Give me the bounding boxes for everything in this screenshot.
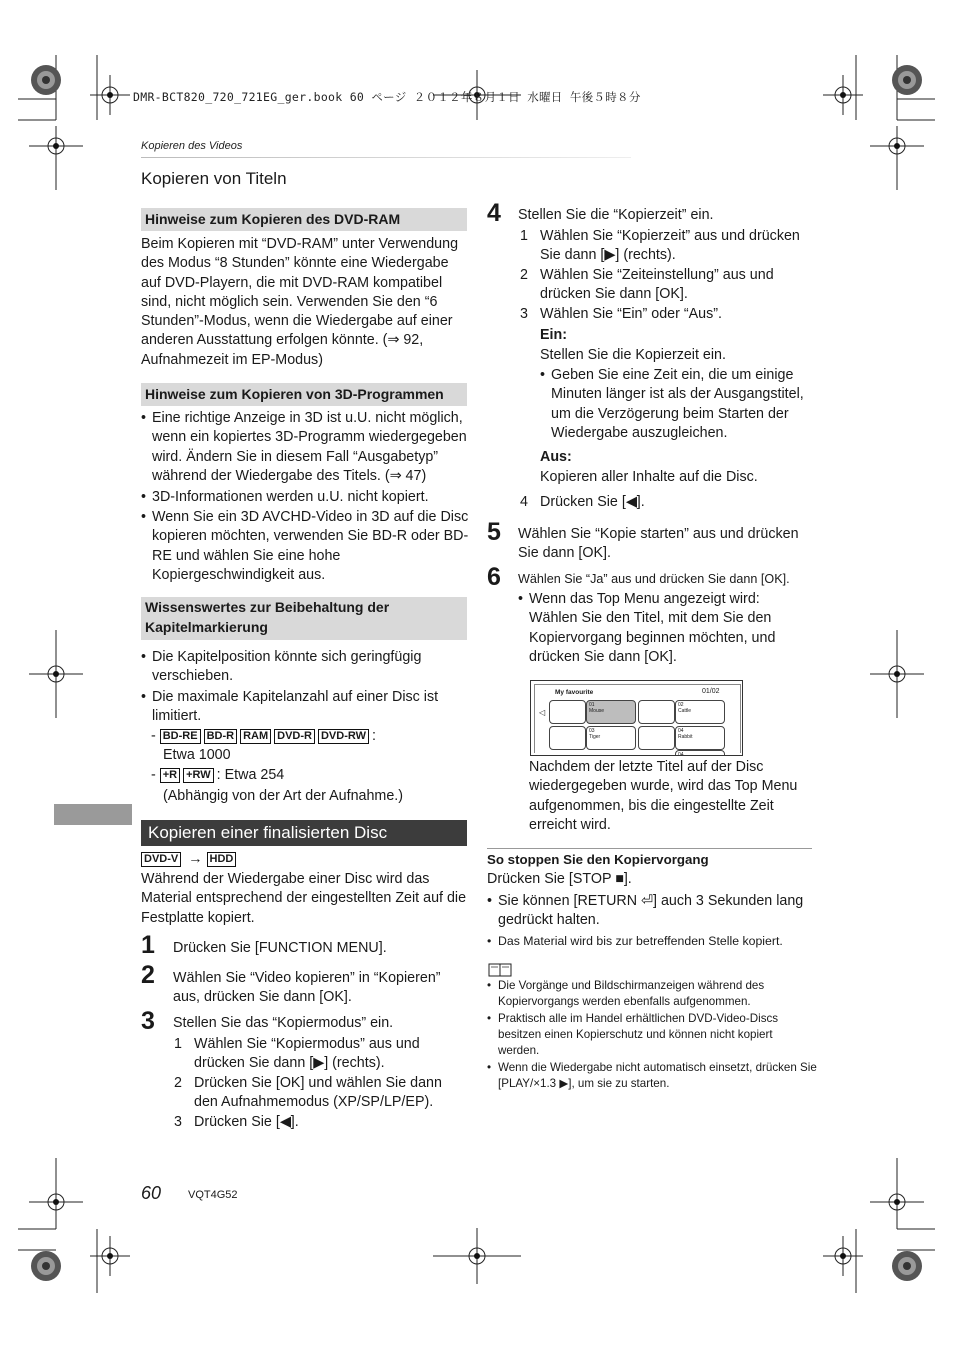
menu-thumb <box>675 726 725 750</box>
menu-thumb-name: Rabbit <box>678 734 693 740</box>
disc-tag: BD-RE <box>160 729 201 744</box>
stop-text: Drücken Sie [STOP ■]. <box>487 871 632 887</box>
divider <box>487 848 812 849</box>
list-item: • Die Vorgänge und Bildschirmanzeigen während des Kopiervorgangs werden ebenfalls aufgenommen. <box>487 978 817 1010</box>
list-item: • Wenn die Wiedergabe nicht automatisch einsetzt, drücken Sie [PLAY/×1.3 ▶], um sie zu starten. <box>487 1060 817 1092</box>
menu-thumb-name: Tiger <box>589 734 601 740</box>
disc-tag: +R <box>160 768 180 783</box>
note-book-icon <box>488 963 514 977</box>
substep-number: 2 <box>174 1075 182 1091</box>
menu-thumb <box>675 750 725 756</box>
page-number: 60 <box>141 1183 162 1203</box>
menu-title: My favourite <box>555 689 594 696</box>
list-item: • 3D-Informationen werden u.U. nicht kopiert. <box>141 488 469 507</box>
chapter-limit-note: (Abhängig von der Art der Aufnahme.) <box>163 788 404 804</box>
substep <box>520 305 815 324</box>
step-number: 4 <box>487 199 501 227</box>
menu-page: 01/02 <box>702 688 720 695</box>
substep-number: 1 <box>174 1036 182 1052</box>
section2-title: Kopieren einer finalisierten Disc <box>141 820 467 846</box>
step-number: 1 <box>141 931 155 959</box>
list-item: • Eine richtige Anzeige in 3D ist u.U. nicht möglich, wenn ein kopiertes 3D-Programm wiedergegeben wird. Ändern Sie in diesem Fall “Ausgabetyp” während der Wiedergabe des Titels. (⇒ 47) <box>141 409 469 487</box>
doc-code: VQT4G52 <box>188 1189 238 1201</box>
box-chapter-title: Wissenswertes zur Beibehaltung der Kapitelmarkierung <box>141 597 467 640</box>
stop-list <box>487 892 812 952</box>
menu-thumb-num: 01 <box>589 702 595 708</box>
list-item: • Wenn das Top Menu angezeigt wird: Wählen Sie den Titel, mit dem Sie den Kopiervorgang beginnen möchten, und drücken Sie dann [OK]. <box>518 590 810 668</box>
step6-after-text: Nachdem der letzte Titel auf der Disc wiedergegeben wurde, wird das Top Menu aufgenommen, bis die eingestellte Zeit erreicht wird. <box>529 759 798 833</box>
menu-thumb-name: Mouse <box>589 708 605 714</box>
step-text: Stellen Sie das “Kopiermodus” ein. <box>173 1015 394 1031</box>
step-text: Wählen Sie “Ja” aus und drücken Sie dann [OK]. <box>518 572 790 586</box>
list-item: • Die Kapitelposition könnte sich geringfügig verschieben. <box>141 648 469 687</box>
substep-number: 2 <box>520 267 528 283</box>
top-menu-screen <box>530 680 743 756</box>
substep-number: 3 <box>174 1114 182 1130</box>
substep-text: Wählen Sie “Kopiermodus” aus und drücken Sie dann [▶] (rechts). <box>194 1036 420 1072</box>
substep <box>520 493 815 512</box>
option-ein-label: Ein: <box>540 327 568 343</box>
menu-thumb <box>638 726 675 750</box>
step-number: 6 <box>487 563 501 591</box>
step-number: 3 <box>141 1007 155 1035</box>
menu-thumb-num: 03 <box>589 728 595 734</box>
disc-tag: BD-R <box>204 729 238 744</box>
substep-text: Wählen Sie “Zeiteinstellung” aus und drücken Sie dann [OK]. <box>540 267 774 303</box>
menu-thumb-selected <box>586 700 636 724</box>
chapter-limit-value-1: Etwa 1000 <box>163 747 231 763</box>
list-item: • Wenn Sie ein 3D AVCHD-Video in 3D auf die Disc kopieren möchten, verwenden Sie BD-R oder BD-RE und wählen Sie eine hohe Kopiergeschwindigkeit aus. <box>141 508 469 586</box>
stop-title: So stoppen Sie den Kopiervorgang <box>487 852 709 867</box>
option-aus-text: Kopieren aller Inhalte auf die Disc. <box>540 469 758 485</box>
box-3d-title: Hinweise zum Kopieren von 3D-Programmen <box>141 383 467 406</box>
substep-number: 3 <box>520 306 528 322</box>
substep-text: Drücken Sie [OK] und wählen Sie dann den Aufnahmemodus (XP/SP/LP/EP). <box>194 1075 442 1111</box>
running-head: Kopieren des Videos <box>141 140 243 152</box>
substep-text: Wählen Sie “Ein” oder “Aus”. <box>540 306 722 322</box>
section2-disc-flow <box>141 850 239 869</box>
substep <box>174 1113 464 1132</box>
running-head-rule <box>141 157 631 158</box>
side-tab <box>54 804 132 825</box>
box-dvd-ram-text: Beim Kopieren mit “DVD-RAM” unter Verwendung des Modus “8 Stunden” könnte eine Wiedergabe auf DVD-Playern, die mit DVD-RAM kompatibel sind, nicht möglich sein. Verwenden Sie den “6 Stunden”-Modus, wenn die Wiedergabe auf einer anderen Ausstattung erfolgen könnte. (⇒ 92, Aufnahmezeit im EP-Modus) <box>141 236 459 368</box>
substep-text: Drücken Sie [◀]. <box>540 494 645 510</box>
box-3d-list <box>141 409 469 587</box>
menu-thumb <box>675 700 725 724</box>
print-header-line: DMR-BCT820_720_721EG_ger.book 60 ページ ２０１２年８月１日 水曜日 午後５時８分 <box>133 90 641 104</box>
disc-tag: DVD-V <box>141 852 181 867</box>
substep <box>520 227 815 266</box>
step-text: Wählen Sie “Video kopieren” in “Kopieren” aus, drücken Sie dann [OK]. <box>173 970 441 1006</box>
disc-tag: +RW <box>183 768 214 783</box>
substep-number: 1 <box>520 228 528 244</box>
menu-thumb-name: Cattle <box>678 708 692 714</box>
menu-thumb-num: 04 <box>678 728 684 734</box>
menu-thumb <box>549 700 586 724</box>
substep-text: Wählen Sie “Kopierzeit” aus und drücken Sie dann [▶] (rechts). <box>540 228 800 264</box>
substep-text: Drücken Sie [◀]. <box>194 1114 299 1130</box>
notes-list <box>487 978 817 1093</box>
section-title: Kopieren von Titeln <box>141 169 287 188</box>
option-aus-label: Aus: <box>540 449 572 465</box>
step6-list <box>518 590 810 669</box>
menu-thumb-num: 04 <box>678 752 684 756</box>
list-item: • Sie können [RETURN ⏎] auch 3 Sekunden lang gedrückt halten. <box>487 892 812 931</box>
menu-thumb <box>638 700 675 724</box>
disc-tag: DVD-R <box>274 729 315 744</box>
menu-thumb <box>549 726 586 750</box>
option-ein-list <box>540 366 815 445</box>
step-number: 2 <box>141 961 155 989</box>
box-chapter-list <box>141 648 469 728</box>
substep-number: 4 <box>520 494 528 510</box>
list-item: • Praktisch alle im Handel erhältlichen DVD-Video-Discs besitzen einen Kopierschutz und können nicht kopiert werden. <box>487 1011 817 1059</box>
list-item: • Die maximale Kapitelanzahl auf einer Disc ist limitiert. <box>141 688 469 727</box>
chapter-limit-row-1: - BD-RE BD-R RAM DVD-R DVD-RW : <box>151 728 376 744</box>
chapter-limit-value-2: : Etwa 254 <box>216 767 285 783</box>
menu-thumb-num: 02 <box>678 702 684 708</box>
chapter-limit-row-2: - +R +RW : Etwa 254 <box>151 767 285 783</box>
disc-tag: HDD <box>207 852 237 867</box>
substep <box>174 1035 464 1074</box>
step-text: Drücken Sie [FUNCTION MENU]. <box>173 940 387 956</box>
section2-intro: Während der Wiedergabe einer Disc wird das Material entsprechend der eingestellten Zeit auf die Festplatte kopiert. <box>141 871 467 926</box>
box-dvd-ram-title: Hinweise zum Kopieren des DVD-RAM <box>141 208 467 231</box>
step-number: 5 <box>487 518 501 546</box>
substep <box>520 266 815 305</box>
disc-tag: DVD-RW <box>318 729 369 744</box>
disc-tag: RAM <box>240 729 271 744</box>
substep <box>174 1074 464 1113</box>
step-text: Stellen Sie die “Kopierzeit” ein. <box>518 207 714 223</box>
step-text: Wählen Sie “Kopie starten” aus und drücken Sie dann [OK]. <box>518 526 799 562</box>
arrow-icon: → <box>188 851 203 867</box>
option-ein-text: Stellen Sie die Kopierzeit ein. <box>540 347 726 363</box>
menu-left-arrow-icon: ◁ <box>539 708 546 717</box>
list-item: • Geben Sie eine Zeit ein, die um einige Minuten länger ist als der Ausgangstitel, um die Verzögerung beim Starten der Wiedergabe auszugleichen. <box>540 366 815 444</box>
menu-thumb <box>586 726 636 750</box>
list-item: • Das Material wird bis zur betreffenden Stelle kopiert. <box>487 932 812 951</box>
